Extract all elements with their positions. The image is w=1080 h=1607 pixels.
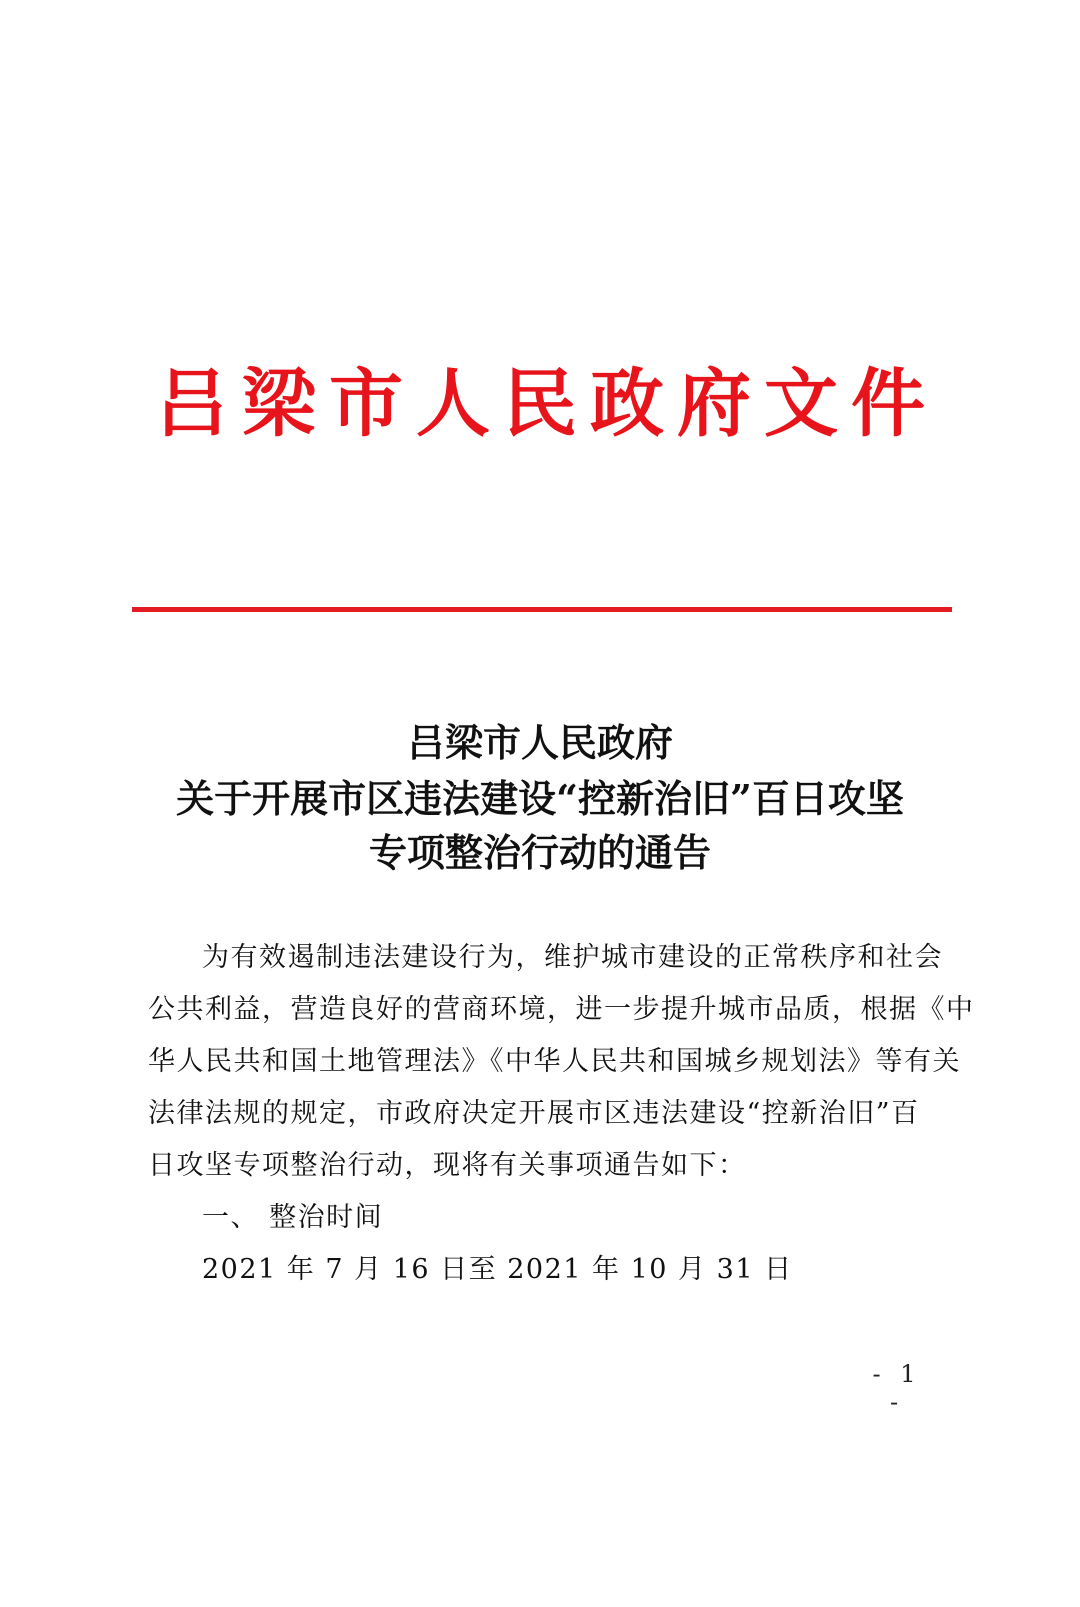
masthead-char: 政	[590, 361, 664, 447]
body-paragraph-line: 华人民共和国土地管理法》《中华人民共和国城乡规划法》等有关	[148, 1046, 961, 1077]
notice-title-type: 专项整治行动的通告	[368, 830, 711, 875]
masthead-char: 吕	[155, 361, 229, 447]
masthead-char: 人	[416, 361, 490, 447]
body-paragraph-line: 为有效遏制违法建设行为，维护城市建设的正常秩序和社会	[202, 942, 943, 973]
page-number: - 1 -	[872, 1360, 922, 1416]
section-heading: 一、 整治时间	[202, 1202, 384, 1233]
masthead-char: 民	[503, 361, 577, 447]
notice-title-issuer: 吕梁市人民政府	[406, 720, 673, 765]
red-divider-rule	[132, 607, 952, 612]
masthead-char: 文	[764, 361, 838, 447]
masthead-char: 梁	[242, 361, 316, 447]
masthead-char: 市	[329, 361, 403, 447]
body-paragraph-line: 日攻坚专项整治行动，现将有关事项通告如下：	[148, 1150, 747, 1181]
document-masthead	[150, 348, 930, 448]
masthead-char: 件	[851, 361, 925, 447]
body-paragraph-line: 公共利益，营造良好的营商环境，进一步提升城市品质，根据《中	[148, 994, 975, 1025]
body-paragraph-line: 法律法规的规定，市政府决定开展市区违法建设“控新治旧”百	[148, 1098, 920, 1129]
date-range-text: 2021 年 7 月 16 日至 2021 年 10 月 31 日	[202, 1254, 793, 1285]
masthead-char: 府	[677, 361, 751, 447]
notice-title-subject: 关于开展市区违法建设“控新治旧”百日攻坚	[176, 776, 904, 821]
